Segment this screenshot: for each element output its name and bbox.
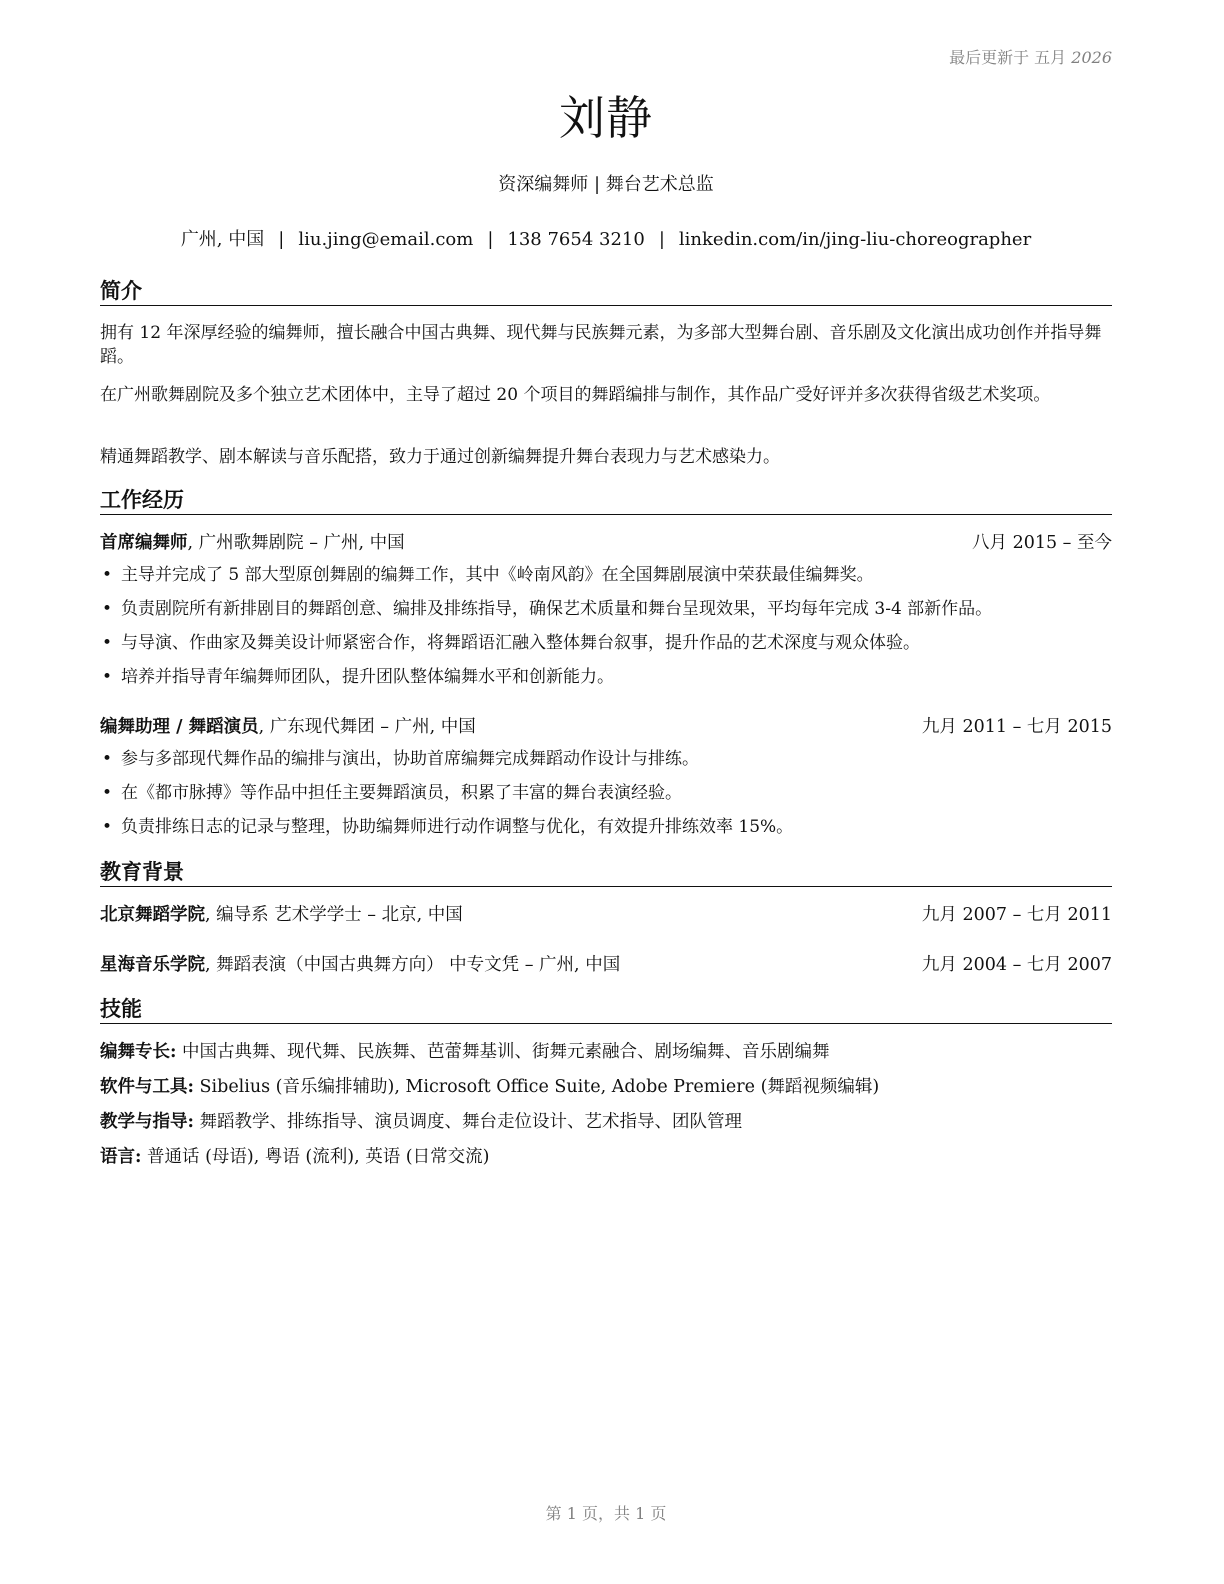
skill-value: 舞蹈教学、排练指导、演员调度、舞台走位设计、艺术指导、团队管理 xyxy=(193,1112,743,1132)
skill-label: 软件与工具: xyxy=(100,1077,194,1097)
job-header xyxy=(100,531,1112,555)
summary-paragraph: 拥有 12 年深厚经验的编舞师，擅长融合中国古典舞、现代舞与民族舞元素，为多部大型舞台剧、音乐剧及文化演出成功创作并指导舞蹈。 xyxy=(100,323,1102,367)
school-name: 星海音乐学院 xyxy=(100,955,205,975)
education-title-line xyxy=(100,953,620,977)
section-title-experience: 工作经历 xyxy=(100,486,1112,515)
skill-line xyxy=(100,1145,1112,1169)
contact-location: 广州, 中国 xyxy=(180,229,265,250)
last-updated xyxy=(949,45,1112,68)
job-title-line xyxy=(100,531,405,555)
education-item xyxy=(100,903,1112,927)
job-bullet: • 在《都市脉搏》等作品中担任主要舞蹈演员，积累了丰富的舞台表演经验。 xyxy=(100,781,1112,815)
job-dates: 八月 2015 – 至今 xyxy=(972,533,1112,553)
last-updated-prefix: 最后更新于 五月 xyxy=(949,48,1072,67)
education-title-line xyxy=(100,903,463,927)
skill-line xyxy=(100,1075,1112,1099)
job-bullets xyxy=(100,563,1112,699)
job-bullet: • 培养并指导青年编舞师团队，提升团队整体编舞水平和创新能力。 xyxy=(100,665,1112,699)
summary-paragraph: 精通舞蹈教学、剧本解读与音乐配搭，致力于通过创新编舞提升舞台表现力与艺术感染力。 xyxy=(100,447,780,467)
skill-label: 编舞专长: xyxy=(100,1042,177,1062)
job-bullet: • 负责剧院所有新排剧目的舞蹈创意、编排及排练指导，确保艺术质量和舞台呈现效果，平均每年完成 3-4 部新作品。 xyxy=(100,597,1112,631)
skill-label: 语言: xyxy=(100,1147,142,1167)
skill-label: 教学与指导: xyxy=(100,1112,194,1132)
section-title-summary: 简介 xyxy=(100,277,1112,306)
headline: 资深编舞师 | 舞台艺术总监 xyxy=(498,174,714,195)
resume-page xyxy=(100,0,1112,1584)
contact-linkedin-link[interactable]: linkedin.com/in/jing-liu-choreographer xyxy=(678,229,1032,250)
job-bullets xyxy=(100,747,1112,849)
school-detail: , 编导系 艺术学学士 – 北京, 中国 xyxy=(205,905,463,925)
job-role: 首席编舞师 xyxy=(100,533,188,553)
section-title-education: 教育背景 xyxy=(100,858,1112,887)
education-dates: 九月 2007 – 七月 2011 xyxy=(921,905,1112,925)
skill-line xyxy=(100,1040,1112,1064)
skill-line xyxy=(100,1110,1112,1134)
job-bullet: • 与导演、作曲家及舞美设计师紧密合作，将舞蹈语汇融入整体舞台叙事，提升作品的艺术深度与观众体验。 xyxy=(100,631,1112,665)
contact-separator: | xyxy=(658,229,665,250)
job-role: 编舞助理 / 舞蹈演员 xyxy=(100,717,259,737)
contact-separator: | xyxy=(278,229,285,250)
page-number: 第 1 页，共 1 页 xyxy=(545,1504,667,1523)
school-detail: , 舞蹈表演（中国古典舞方向） 中专文凭 – 广州, 中国 xyxy=(205,955,621,975)
job-org: , 广州歌舞剧院 – 广州, 中国 xyxy=(187,533,405,553)
contact-email-link[interactable]: liu.jing@email.com xyxy=(298,229,474,250)
summary-paragraph: 在广州歌舞剧院及多个独立艺术团体中，主导了超过 20 个项目的舞蹈编排与制作，其作品广受好评并多次获得省级艺术奖项。 xyxy=(100,385,1051,405)
job-title-line xyxy=(100,715,476,739)
job-bullet: • 参与多部现代舞作品的编排与演出，协助首席编舞完成舞蹈动作设计与排练。 xyxy=(100,747,1112,781)
job-org: , 广东现代舞团 – 广州, 中国 xyxy=(258,717,476,737)
job-dates: 九月 2011 – 七月 2015 xyxy=(921,717,1112,737)
education-dates: 九月 2004 – 七月 2007 xyxy=(921,955,1112,975)
contact-separator: | xyxy=(487,229,494,250)
job-bullet: • 主导并完成了 5 部大型原创舞剧的编舞工作，其中《岭南风韵》在全国舞剧展演中荣获最佳编舞奖。 xyxy=(100,563,1112,597)
person-name: 刘静 xyxy=(559,91,653,145)
contact-phone: 138 7654 3210 xyxy=(507,229,645,250)
school-name: 北京舞蹈学院 xyxy=(100,905,205,925)
section-title-skills: 技能 xyxy=(100,995,1112,1024)
skill-value: 中国古典舞、现代舞、民族舞、芭蕾舞基训、街舞元素融合、剧场编舞、音乐剧编舞 xyxy=(176,1042,830,1062)
education-item xyxy=(100,953,1112,977)
job-header xyxy=(100,715,1112,739)
skill-value: 普通话 (母语), 粤语 (流利), 英语 (日常交流) xyxy=(141,1147,490,1167)
job-bullet: • 负责排练日志的记录与整理，协助编舞师进行动作调整与优化，有效提升排练效率 15%。 xyxy=(100,815,1112,849)
contact-line xyxy=(100,225,1112,251)
skill-value: Sibelius (音乐编排辅助), Microsoft Office Suite, Adobe Premiere (舞蹈视频编辑) xyxy=(193,1077,880,1097)
last-updated-year: 2026 xyxy=(1071,48,1112,67)
